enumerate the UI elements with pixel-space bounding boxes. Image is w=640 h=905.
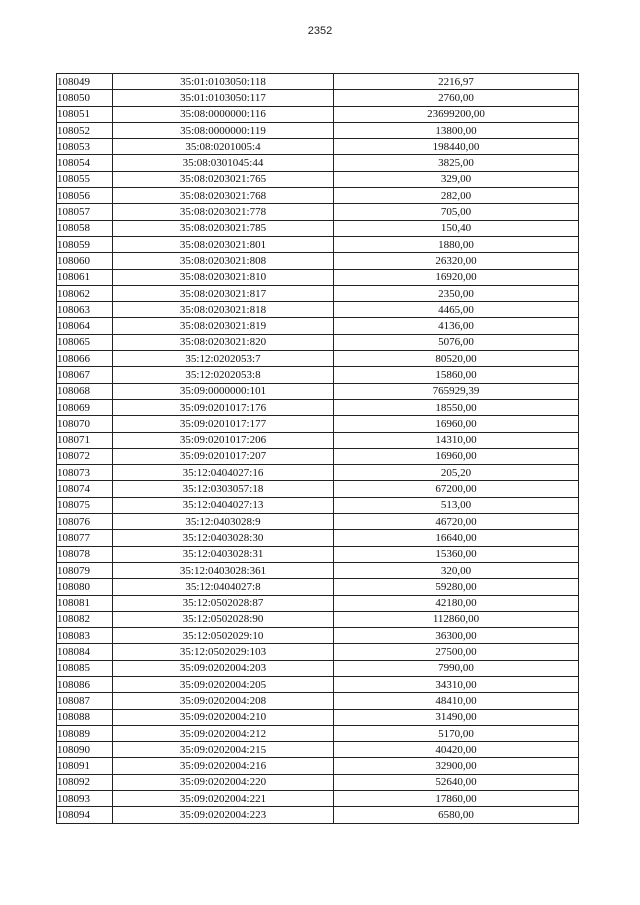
table-row xyxy=(57,432,579,448)
value-cell: 67200,00 xyxy=(334,481,579,497)
table-row xyxy=(57,791,579,807)
record-id-cell: 108085 xyxy=(57,660,113,676)
value-cell: 205,20 xyxy=(334,465,579,481)
cadastral-number-cell: 35:12:0502029:103 xyxy=(113,644,334,660)
cadastral-number-cell: 35:08:0203021:785 xyxy=(113,220,334,236)
table-row xyxy=(57,530,579,546)
table-row xyxy=(57,725,579,741)
record-id-cell: 108078 xyxy=(57,546,113,562)
table-row xyxy=(57,318,579,334)
record-id-cell: 108062 xyxy=(57,285,113,301)
value-cell: 48410,00 xyxy=(334,693,579,709)
cadastral-number-cell: 35:12:0403028:31 xyxy=(113,546,334,562)
value-cell: 80520,00 xyxy=(334,351,579,367)
cadastral-number-cell: 35:08:0203021:765 xyxy=(113,171,334,187)
cadastral-number-cell: 35:09:0202004:208 xyxy=(113,693,334,709)
table-row xyxy=(57,334,579,350)
cadastral-number-cell: 35:12:0502029:10 xyxy=(113,628,334,644)
table-row xyxy=(57,399,579,415)
cadastral-number-cell: 35:08:0301045:44 xyxy=(113,155,334,171)
value-cell: 2216,97 xyxy=(334,74,579,90)
cadastral-number-cell: 35:12:0502028:87 xyxy=(113,595,334,611)
cadastral-number-cell: 35:09:0000000:101 xyxy=(113,383,334,399)
record-id-cell: 108064 xyxy=(57,318,113,334)
value-cell: 46720,00 xyxy=(334,514,579,530)
value-cell: 32900,00 xyxy=(334,758,579,774)
value-cell: 36300,00 xyxy=(334,628,579,644)
record-id-cell: 108052 xyxy=(57,122,113,138)
cadastral-number-cell: 35:08:0203021:810 xyxy=(113,269,334,285)
record-id-cell: 108080 xyxy=(57,579,113,595)
record-id-cell: 108077 xyxy=(57,530,113,546)
value-cell: 15360,00 xyxy=(334,546,579,562)
registry-table xyxy=(56,73,579,824)
value-cell: 282,00 xyxy=(334,188,579,204)
record-id-cell: 108089 xyxy=(57,725,113,741)
value-cell: 2760,00 xyxy=(334,90,579,106)
record-id-cell: 108057 xyxy=(57,204,113,220)
value-cell: 513,00 xyxy=(334,497,579,513)
record-id-cell: 108074 xyxy=(57,481,113,497)
record-id-cell: 108056 xyxy=(57,188,113,204)
table-row xyxy=(57,644,579,660)
record-id-cell: 108061 xyxy=(57,269,113,285)
cadastral-number-cell: 35:12:0202053:7 xyxy=(113,351,334,367)
cadastral-number-cell: 35:08:0203021:778 xyxy=(113,204,334,220)
value-cell: 14310,00 xyxy=(334,432,579,448)
record-id-cell: 108072 xyxy=(57,448,113,464)
cadastral-number-cell: 35:12:0202053:8 xyxy=(113,367,334,383)
record-id-cell: 108079 xyxy=(57,562,113,578)
value-cell: 17860,00 xyxy=(334,791,579,807)
table-body xyxy=(57,74,579,824)
record-id-cell: 108094 xyxy=(57,807,113,823)
table-row xyxy=(57,155,579,171)
table-row xyxy=(57,497,579,513)
value-cell: 198440,00 xyxy=(334,139,579,155)
record-id-cell: 108071 xyxy=(57,432,113,448)
cadastral-number-cell: 35:09:0201017:177 xyxy=(113,416,334,432)
cadastral-number-cell: 35:08:0203021:768 xyxy=(113,188,334,204)
table-row xyxy=(57,758,579,774)
value-cell: 2350,00 xyxy=(334,285,579,301)
record-id-cell: 108049 xyxy=(57,74,113,90)
cadastral-number-cell: 35:08:0203021:801 xyxy=(113,236,334,252)
record-id-cell: 108055 xyxy=(57,171,113,187)
table-row xyxy=(57,269,579,285)
cadastral-number-cell: 35:12:0404027:8 xyxy=(113,579,334,595)
cadastral-number-cell: 35:12:0404027:13 xyxy=(113,497,334,513)
table-row xyxy=(57,302,579,318)
record-id-cell: 108050 xyxy=(57,90,113,106)
value-cell: 765929,39 xyxy=(334,383,579,399)
table-row xyxy=(57,628,579,644)
table-row xyxy=(57,611,579,627)
cadastral-number-cell: 35:08:0201005:4 xyxy=(113,139,334,155)
cadastral-number-cell: 35:12:0303057:18 xyxy=(113,481,334,497)
table-row xyxy=(57,383,579,399)
record-id-cell: 108065 xyxy=(57,334,113,350)
cadastral-number-cell: 35:09:0202004:223 xyxy=(113,807,334,823)
table-row xyxy=(57,106,579,122)
value-cell: 13800,00 xyxy=(334,122,579,138)
record-id-cell: 108087 xyxy=(57,693,113,709)
cadastral-number-cell: 35:12:0403028:30 xyxy=(113,530,334,546)
record-id-cell: 108092 xyxy=(57,774,113,790)
value-cell: 42180,00 xyxy=(334,595,579,611)
record-id-cell: 108070 xyxy=(57,416,113,432)
record-id-cell: 108093 xyxy=(57,791,113,807)
cadastral-number-cell: 35:08:0203021:820 xyxy=(113,334,334,350)
value-cell: 4136,00 xyxy=(334,318,579,334)
table-row xyxy=(57,285,579,301)
table-row xyxy=(57,139,579,155)
record-id-cell: 108059 xyxy=(57,236,113,252)
cadastral-number-cell: 35:08:0000000:116 xyxy=(113,106,334,122)
table-row xyxy=(57,367,579,383)
value-cell: 320,00 xyxy=(334,562,579,578)
cadastral-number-cell: 35:12:0403028:9 xyxy=(113,514,334,530)
cadastral-number-cell: 35:08:0203021:817 xyxy=(113,285,334,301)
table-row xyxy=(57,204,579,220)
record-id-cell: 108091 xyxy=(57,758,113,774)
cadastral-number-cell: 35:01:0103050:117 xyxy=(113,90,334,106)
record-id-cell: 108083 xyxy=(57,628,113,644)
record-id-cell: 108075 xyxy=(57,497,113,513)
table-row xyxy=(57,742,579,758)
value-cell: 5170,00 xyxy=(334,725,579,741)
value-cell: 112860,00 xyxy=(334,611,579,627)
record-id-cell: 108053 xyxy=(57,139,113,155)
value-cell: 40420,00 xyxy=(334,742,579,758)
table-row xyxy=(57,481,579,497)
table-row xyxy=(57,807,579,823)
value-cell: 31490,00 xyxy=(334,709,579,725)
table-row xyxy=(57,351,579,367)
cadastral-number-cell: 35:09:0202004:212 xyxy=(113,725,334,741)
value-cell: 6580,00 xyxy=(334,807,579,823)
record-id-cell: 108076 xyxy=(57,514,113,530)
cadastral-number-cell: 35:12:0502028:90 xyxy=(113,611,334,627)
cadastral-number-cell: 35:09:0202004:221 xyxy=(113,791,334,807)
cadastral-number-cell: 35:09:0202004:205 xyxy=(113,676,334,692)
cadastral-number-cell: 35:01:0103050:118 xyxy=(113,74,334,90)
table-row xyxy=(57,220,579,236)
table-row xyxy=(57,562,579,578)
table-row xyxy=(57,74,579,90)
table-row xyxy=(57,709,579,725)
table-row xyxy=(57,171,579,187)
table-row xyxy=(57,514,579,530)
table-row xyxy=(57,188,579,204)
page-number: 2352 xyxy=(307,25,333,37)
record-id-cell: 108066 xyxy=(57,351,113,367)
value-cell: 34310,00 xyxy=(334,676,579,692)
value-cell: 1880,00 xyxy=(334,236,579,252)
value-cell: 329,00 xyxy=(334,171,579,187)
cadastral-number-cell: 35:09:0202004:210 xyxy=(113,709,334,725)
cadastral-number-cell: 35:12:0403028:361 xyxy=(113,562,334,578)
cadastral-number-cell: 35:09:0202004:216 xyxy=(113,758,334,774)
record-id-cell: 108090 xyxy=(57,742,113,758)
record-id-cell: 108084 xyxy=(57,644,113,660)
table-row xyxy=(57,253,579,269)
record-id-cell: 108069 xyxy=(57,399,113,415)
value-cell: 7990,00 xyxy=(334,660,579,676)
value-cell: 16960,00 xyxy=(334,448,579,464)
value-cell: 18550,00 xyxy=(334,399,579,415)
cadastral-number-cell: 35:09:0201017:206 xyxy=(113,432,334,448)
table-row xyxy=(57,416,579,432)
record-id-cell: 108067 xyxy=(57,367,113,383)
record-id-cell: 108081 xyxy=(57,595,113,611)
cadastral-number-cell: 35:09:0202004:203 xyxy=(113,660,334,676)
value-cell: 15860,00 xyxy=(334,367,579,383)
table-row xyxy=(57,579,579,595)
cadastral-number-cell: 35:08:0000000:119 xyxy=(113,122,334,138)
record-id-cell: 108068 xyxy=(57,383,113,399)
table-row xyxy=(57,595,579,611)
table-row xyxy=(57,660,579,676)
value-cell: 16960,00 xyxy=(334,416,579,432)
cadastral-number-cell: 35:09:0201017:207 xyxy=(113,448,334,464)
cadastral-number-cell: 35:08:0203021:819 xyxy=(113,318,334,334)
cadastral-number-cell: 35:12:0404027:16 xyxy=(113,465,334,481)
value-cell: 23699200,00 xyxy=(334,106,579,122)
record-id-cell: 108060 xyxy=(57,253,113,269)
table-row xyxy=(57,774,579,790)
table-row xyxy=(57,546,579,562)
value-cell: 150,40 xyxy=(334,220,579,236)
table-row xyxy=(57,448,579,464)
record-id-cell: 108063 xyxy=(57,302,113,318)
record-id-cell: 108051 xyxy=(57,106,113,122)
table-row xyxy=(57,676,579,692)
cadastral-number-cell: 35:08:0203021:808 xyxy=(113,253,334,269)
value-cell: 5076,00 xyxy=(334,334,579,350)
value-cell: 3825,00 xyxy=(334,155,579,171)
cadastral-number-cell: 35:09:0201017:176 xyxy=(113,399,334,415)
table-row xyxy=(57,465,579,481)
cadastral-number-cell: 35:08:0203021:818 xyxy=(113,302,334,318)
record-id-cell: 108058 xyxy=(57,220,113,236)
record-id-cell: 108054 xyxy=(57,155,113,171)
value-cell: 27500,00 xyxy=(334,644,579,660)
value-cell: 52640,00 xyxy=(334,774,579,790)
cadastral-number-cell: 35:09:0202004:215 xyxy=(113,742,334,758)
table-row xyxy=(57,122,579,138)
record-id-cell: 108073 xyxy=(57,465,113,481)
value-cell: 4465,00 xyxy=(334,302,579,318)
record-id-cell: 108086 xyxy=(57,676,113,692)
record-id-cell: 108082 xyxy=(57,611,113,627)
value-cell: 59280,00 xyxy=(334,579,579,595)
value-cell: 705,00 xyxy=(334,204,579,220)
value-cell: 16920,00 xyxy=(334,269,579,285)
table-row xyxy=(57,236,579,252)
cadastral-number-cell: 35:09:0202004:220 xyxy=(113,774,334,790)
value-cell: 26320,00 xyxy=(334,253,579,269)
record-id-cell: 108088 xyxy=(57,709,113,725)
table-row xyxy=(57,693,579,709)
value-cell: 16640,00 xyxy=(334,530,579,546)
table-row xyxy=(57,90,579,106)
